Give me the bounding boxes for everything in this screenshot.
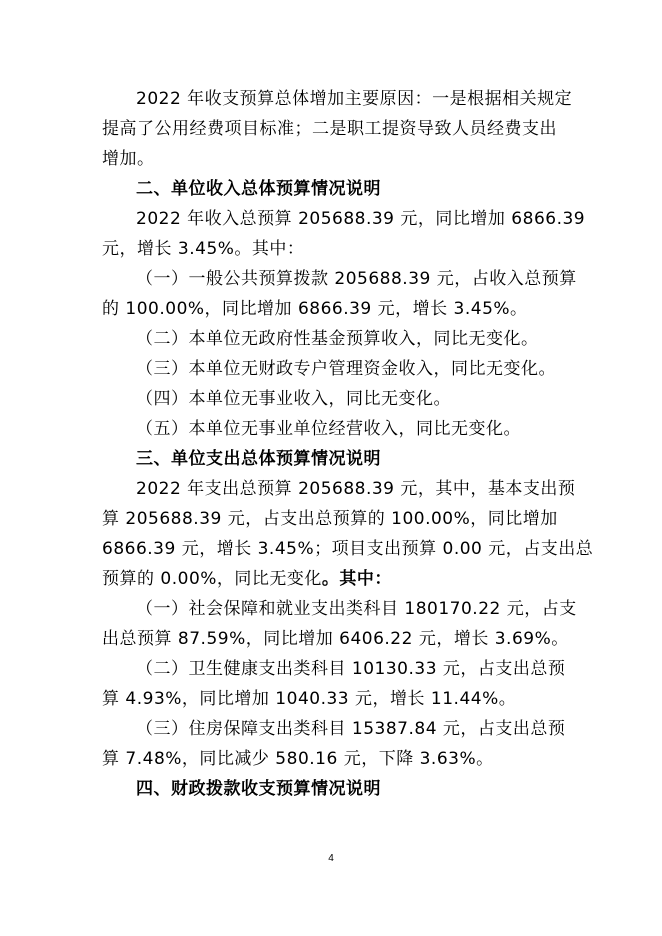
section-heading-expenditure [102, 444, 562, 474]
text-line: 2022 年收入总预算 205688.39 元，同比增加 6866.39 [136, 209, 586, 229]
text-line: （四）本单位无事业收入，同比无变化。 [136, 389, 451, 409]
text-line: 的 100.00%，同比增加 6866.39 元，增长 3.45%。 [102, 299, 528, 319]
heading-text: 四、财政拨款收支预算情况说明 [136, 779, 381, 799]
text-line: （三）住房保障支出类科目 15387.84 元，占支出总预 [136, 719, 566, 739]
text-line: 2022 年支出总预算 205688.39 元，其中，基本支出预 [136, 479, 576, 499]
heading-text: 三、单位支出总体预算情况说明 [136, 449, 381, 469]
paragraph-expenditure-health [102, 654, 566, 714]
page-number: 4 [328, 853, 334, 864]
text-line: 算 7.48%，同比减少 580.16 元，下降 3.63%。 [102, 749, 494, 769]
text-line [102, 564, 562, 594]
paragraph-expenditure-total [102, 474, 594, 594]
text-segment: 预算的 0.00%，同比无变化 [102, 569, 322, 589]
text-line: （二）本单位无政府性基金预算收入，同比无变化。 [136, 329, 539, 349]
text-line: （三）本单位无财政专户管理资金收入，同比无变化。 [136, 359, 556, 379]
paragraph-budget-increase-reasons [102, 84, 573, 174]
text-line: 2022 年收支预算总体增加主要原因：一是根据相关规定 [136, 89, 573, 109]
paragraph-income-special-account [102, 354, 562, 384]
paragraph-income-business [102, 384, 562, 414]
text-line: （五）本单位无事业单位经营收入，同比无变化。 [136, 419, 521, 439]
text-line: 出总预算 87.59%，同比增加 6406.22 元，增长 3.69%。 [102, 629, 569, 649]
paragraph-income-general-budget [102, 264, 577, 324]
section-heading-fiscal-appropriation [102, 774, 562, 804]
heading-text: 二、单位收入总体预算情况说明 [136, 179, 381, 199]
text-line: （一）社会保障和就业支出类科目 180170.22 元，占支 [136, 599, 577, 619]
section-heading-income [102, 174, 562, 204]
paragraph-income-total [102, 204, 586, 264]
text-line: 6866.39 元，增长 3.45%；项目支出预算 0.00 元，占支出总 [102, 539, 594, 559]
text-line: （一）一般公共预算拨款 205688.39 元，占收入总预算 [136, 269, 577, 289]
bold-text-segment: 。其中： [321, 569, 392, 589]
paragraph-expenditure-social-security [102, 594, 577, 654]
text-line: 元，增长 3.45%。其中： [102, 239, 305, 259]
text-line: 提高了公用经费项目标准；二是职工提资导致人员经费支出 [102, 119, 557, 139]
text-line: 算 4.93%，同比增加 1040.33 元，增长 11.44%。 [102, 689, 517, 709]
text-line: 算 205688.39 元，占支出总预算的 100.00%，同比增加 [102, 509, 558, 529]
text-line: （二）卫生健康支出类科目 10130.33 元，占支出总预 [136, 659, 566, 679]
paragraph-income-operation [102, 414, 562, 444]
paragraph-expenditure-housing [102, 714, 566, 774]
text-line: 增加。 [102, 149, 155, 169]
paragraph-income-fund [102, 324, 562, 354]
